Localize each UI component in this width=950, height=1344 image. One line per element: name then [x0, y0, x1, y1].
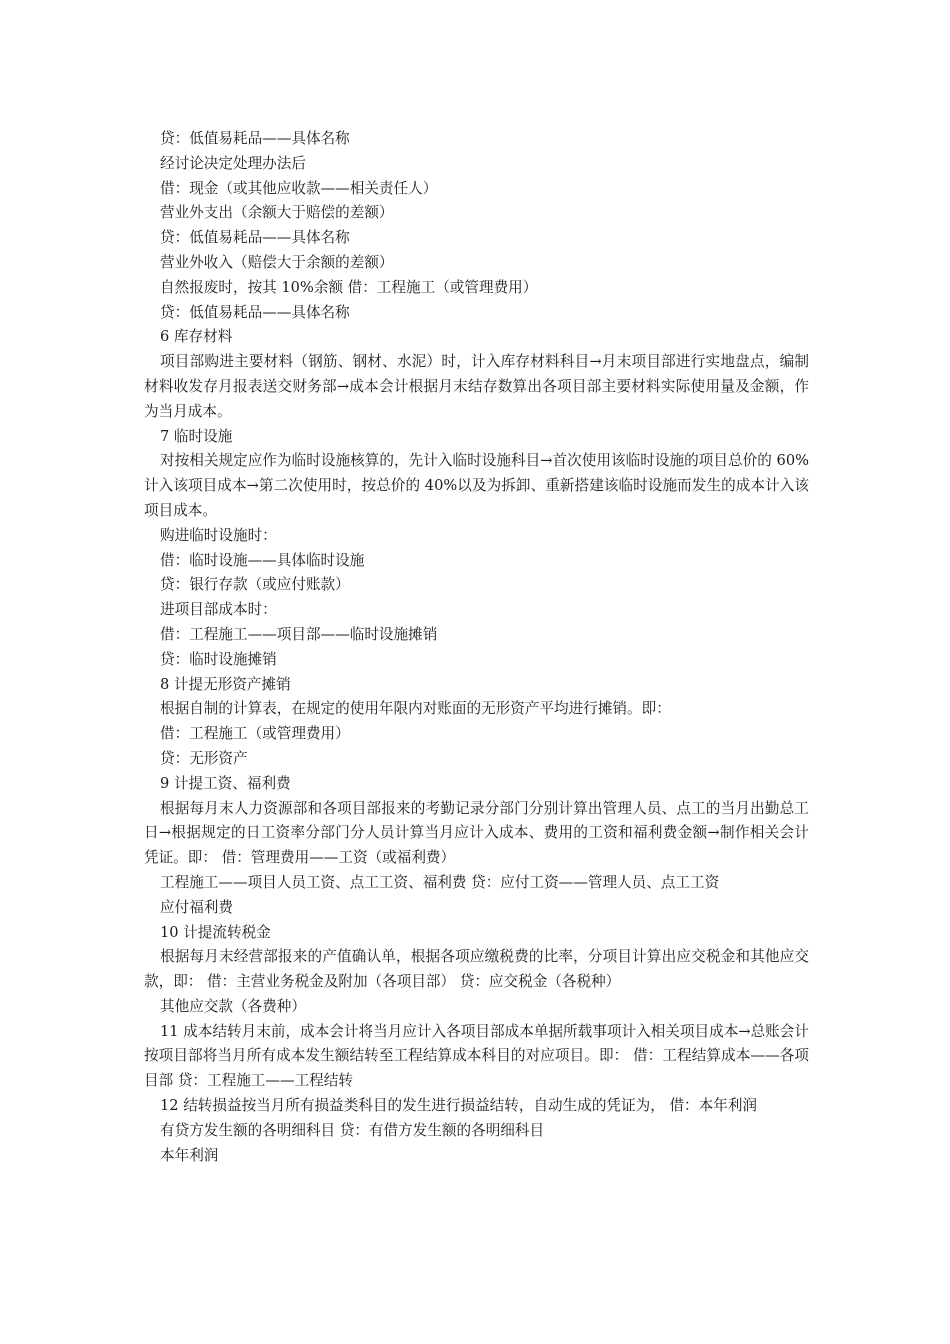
text-line: 其他应交款（各费种）	[160, 997, 306, 1015]
paragraph: 12 结转损益按当月所有损益类科目的发生进行损益结转，自动生成的凭证为， 借：本年利润	[160, 1097, 758, 1115]
text-line: 借：临时设施——具体临时设施	[160, 551, 365, 569]
text-line: 贷：临时设施摊销	[160, 650, 277, 668]
paragraph: 11 成本结转月末前，成本会计将当月应计入各项目部成本单据所载事项计入相关项目成本→总账会计按项目部将当月所有成本发生额结转至工程结算成本科目的对应项目。即： 借：工程结算成本——各项目部 贷：工程施工——工程结转	[144, 1022, 809, 1090]
text-line: 购进临时设施时：	[160, 526, 277, 544]
text-line: 借：工程施工——项目部——临时设施摊销	[160, 625, 438, 643]
text-line: 营业外收入（赔偿大于余额的差额）	[160, 253, 394, 271]
text-line: 贷：银行存款（或应付账款）	[160, 576, 350, 594]
text-line: 进项目部成本时：	[160, 601, 277, 619]
text-line: 应付福利费	[160, 898, 233, 916]
text-line: 经讨论决定处理办法后	[160, 154, 306, 172]
section-heading: 10 计提流转税金	[160, 923, 271, 941]
section-heading: 7 临时设施	[160, 427, 233, 445]
section-heading: 9 计提工资、福利费	[160, 774, 291, 792]
text-line: 自然报废时，按其 10%余额 借：工程施工（或管理费用）	[160, 278, 538, 296]
text-line: 本年利润	[160, 1146, 219, 1164]
paragraph: 根据每月末经营部报来的产值确认单，根据各项应缴税费的比率，分项目计算出应交税金和其他应交款，即： 借：主营业务税金及附加（各项目部） 贷：应交税金（各税种）	[144, 948, 809, 991]
document-body	[144, 127, 809, 1168]
text-line: 贷：低值易耗品——具体名称	[160, 130, 350, 147]
text-line: 贷：低值易耗品——具体名称	[160, 229, 350, 247]
text-line: 贷：低值易耗品——具体名称	[160, 303, 350, 321]
text-line: 有贷方发生额的各明细科目 贷：有借方发生额的各明细科目	[160, 1121, 545, 1139]
paragraph: 项目部购进主要材料（钢筋、钢材、水泥）时，计入库存材料科目→月末项目部进行实地盘点，编制材料收发存月报表送交财务部→成本会计根据月末结存数算出各项目部主要材料实际使用量及金额，作为当月成本。	[144, 353, 809, 420]
text-line: 借：现金（或其他应收款——相关责任人）	[160, 179, 438, 197]
text-line: 贷：无形资产	[160, 749, 248, 767]
section-heading: 6 库存材料	[160, 328, 233, 346]
section-heading: 8 计提无形资产摊销	[160, 675, 291, 693]
text-line: 工程施工——项目人员工资、点工工资、福利费 贷：应付工资——管理人员、点工工资	[160, 873, 720, 891]
text-line: 借：工程施工（或管理费用）	[160, 725, 350, 743]
text-line: 营业外支出（余额大于赔偿的差额）	[160, 204, 394, 222]
paragraph: 根据每月末人力资源部和各项目部报来的考勤记录分部门分别计算出管理人员、点工的当月出勤总工日→根据规定的日工资率分部门分人员计算当月应计入成本、费用的工资和福利费金额→制作相关会计凭证。即： 借：管理费用——工资（或福利费）	[144, 799, 809, 867]
paragraph: 对按相关规定应作为临时设施核算的，先计入临时设施科目→首次使用该临时设施的项目总价的 60%计入该项目成本→第二次使用时，按总价的 40%以及为拆卸、重新搭建该临时设施而发生的成本计入该项目成本。	[144, 452, 809, 519]
text-line: 根据自制的计算表，在规定的使用年限内对账面的无形资产平均进行摊销。即：	[160, 700, 671, 718]
